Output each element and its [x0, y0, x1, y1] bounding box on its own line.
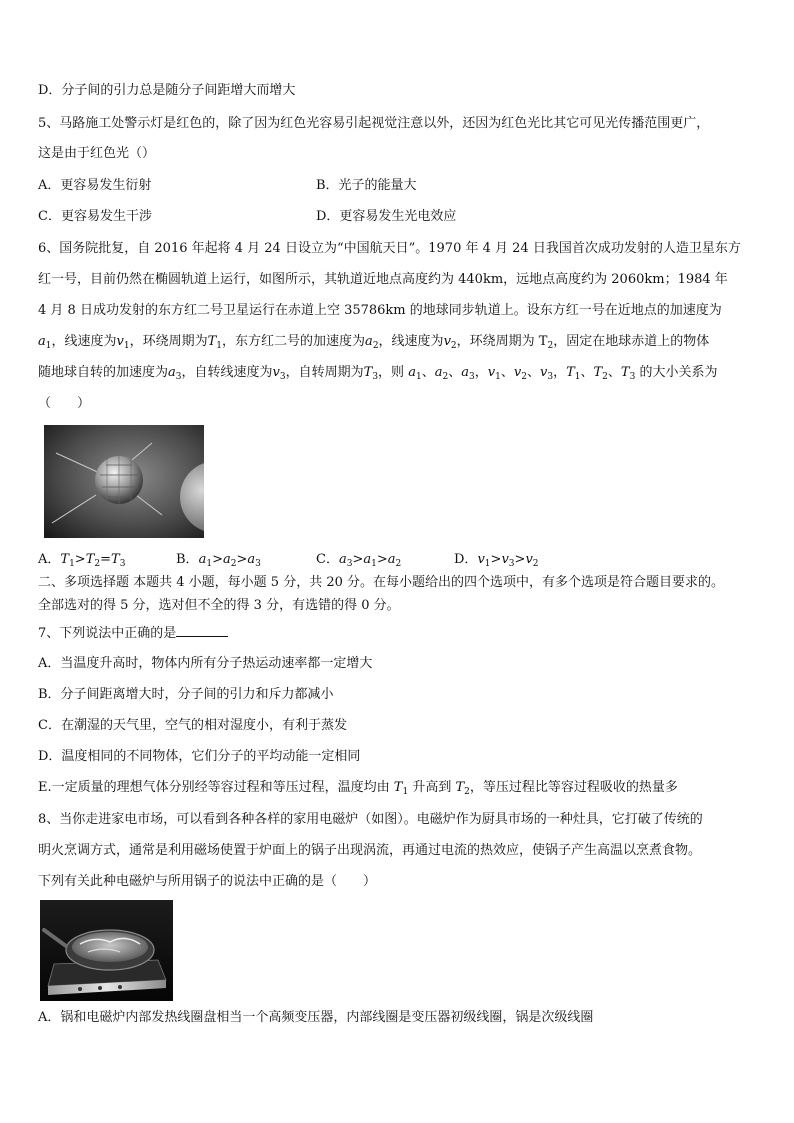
q6-option-a: A．$T_1>T_2=T_3$	[38, 552, 126, 569]
q7-option-c: C．在潮湿的天气里，空气的相对湿度小，有利于蒸发	[38, 718, 347, 733]
q6-stem-line1: 6、国务院批复，自 2016 年起将 4 月 24 日设立为“中国航天日”。1970 年 4 月 24 日我国首次成功发射的人造卫星东方	[38, 241, 741, 256]
q8-stem-line2: 明火烹调方式，通常是利用磁场使置于炉面上的锅子出现涡流，再通过电流的热效应，使锅子产生高温以烹煮食物。	[38, 843, 702, 858]
q6-option-d: D．$v_1>v_3>v_2$	[454, 552, 539, 569]
q5-option-d: D．更容易发生光电效应	[316, 209, 457, 224]
q7-option-a: A．当温度升高时，物体内所有分子热运动速率都一定增大	[38, 656, 373, 671]
answer-blank	[176, 624, 228, 637]
q5-stem-line1: 5、马路施工处警示灯是红色的，除了因为红色光容易引起视觉注意以外，还因为红色光比其它可见光传播范围更广，	[38, 116, 710, 131]
q7-option-d: D．温度相同的不同物体，它们分子的平均动能一定相同	[38, 749, 361, 764]
q7-stem: 7、下列说法中正确的是	[38, 624, 228, 643]
induction-cooker-photo	[40, 900, 173, 1001]
q6-option-c: C．$a_3>a_1>a_2$	[316, 552, 402, 569]
q8-stem-line1: 8、当你走进家电市场，可以看到各种各样的家用电磁炉（如图）。电磁炉作为厨具市场的一种灶具，它打破了传统的	[38, 812, 703, 827]
q6-option-b: B．$a_1>a_2>a_3$	[176, 552, 261, 569]
q6-stem-line4: $a_1$，线速度为$v_1$，环绕周期为$T_1$，东方红二号的加速度为$a_2$，线速度为$v_2$，环绕周期为 $T_2$，固定在地球赤道上的物体	[38, 334, 710, 351]
section2-heading-line2: 全部选对的得 5 分，选对但不全的得 3 分，有选错的得 0 分。	[38, 598, 400, 613]
q5-option-b: B．光子的能量大	[316, 178, 417, 193]
q6-stem-line5: 随地球自转的加速度为$a_3$，自转线速度为$v_3$，自转周期为$T_3$，则 $a_1$、$a_2$、$a_3$，$v_1$、$v_2$、$v_3$，$T_1$、$T_2$、$T_3$ 的大小关系为	[38, 365, 718, 382]
q6-stem-line3: 4 月 8 日成功发射的东方红二号卫星运行在赤道上空 35786km 的地球同步轨道上。设东方红一号在近地点的加速度为	[38, 303, 722, 318]
q7-option-e: E.一定质量的理想气体分别经等容过程和等压过程，温度均由 $T_1$ 升高到 $T_2$，等压过程比等容过程吸收的热量多	[38, 780, 678, 797]
q7-option-b: B．分子间距离增大时，分子间的引力和斥力都减小	[38, 687, 334, 702]
q5-option-a: A．更容易发生衍射	[38, 178, 152, 193]
q8-option-a: A．锅和电磁炉内部发热线圈盘相当一个高频变压器，内部线圈是变压器初级线圈，锅是次级线圈	[38, 1010, 594, 1025]
section2-heading-line1: 二、多项选择题 本题共 4 小题，每小题 5 分，共 20 分。在每小题给出的四个选项中，有多个选项是符合题目要求的。	[38, 575, 725, 590]
q5-option-c: C．更容易发生干涉	[38, 209, 152, 224]
q8-stem-line3: 下列有关此种电磁炉与所用锅子的说法中正确的是（ ）	[38, 874, 377, 889]
q6-stem-line2: 红一号，目前仍然在椭圆轨道上运行，如图所示，其轨道近地点高度约为 440km，远地点高度约为 2060km；1984 年	[38, 272, 728, 287]
q5-stem-line2: 这是由于红色光（）	[38, 146, 156, 161]
satellite-photo	[44, 425, 204, 538]
q6-answer-paren: （ ）	[38, 396, 91, 411]
q4-option-d: D．分子间的引力总是随分子间距增大而增大	[38, 83, 296, 98]
